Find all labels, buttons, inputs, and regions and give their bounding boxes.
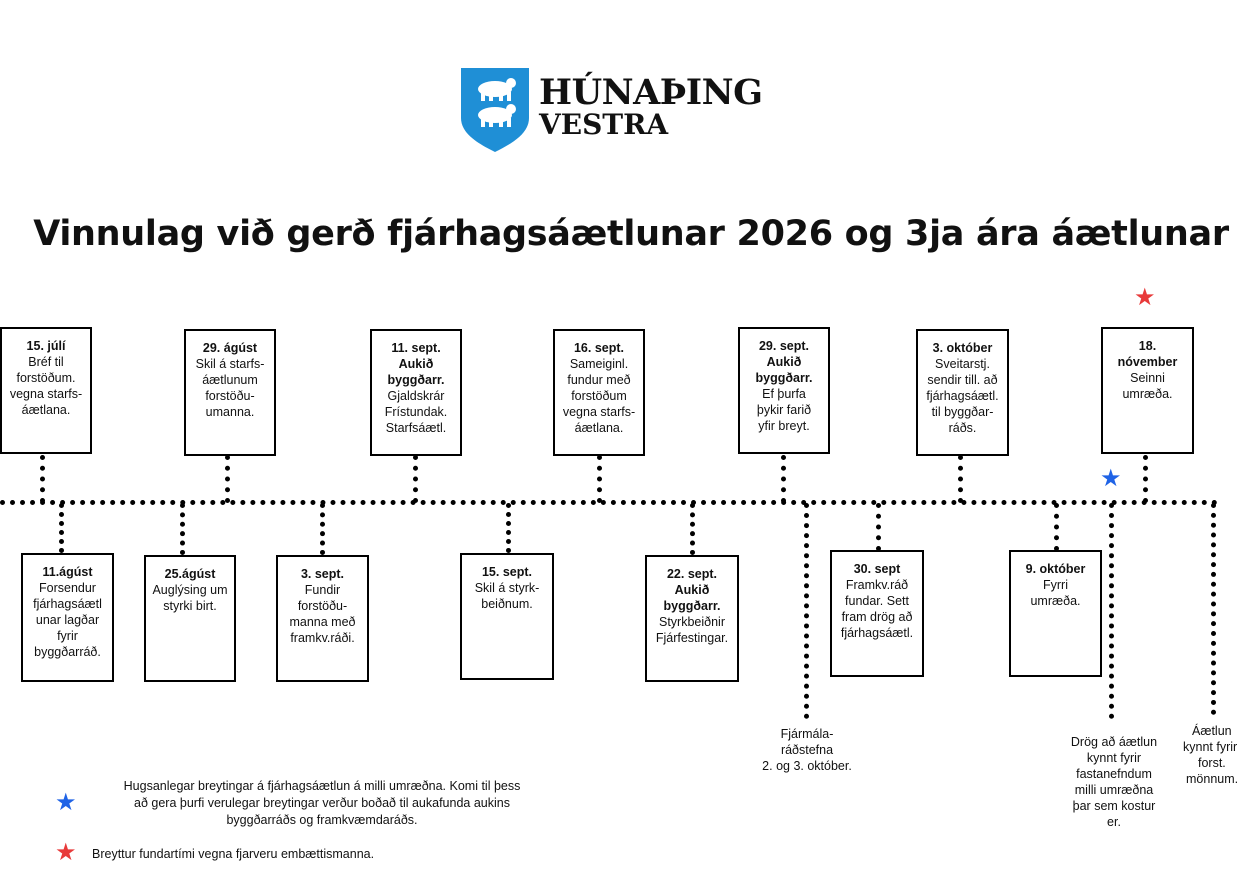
- box-line: Seinni: [1130, 371, 1165, 385]
- box-line: manna með: [289, 615, 356, 629]
- red-star-icon: ★: [55, 839, 77, 866]
- legend-line: að gera þurfi verulegar breytingar verður boðað til aukafunda aukins: [134, 796, 510, 810]
- box-bold: Aukið byggðarr.: [663, 583, 721, 613]
- connector: [1054, 503, 1059, 551]
- box-line: til byggðar-: [931, 405, 994, 419]
- box-line: framkv.ráði.: [290, 631, 355, 645]
- note-line: milli umræðna: [1074, 783, 1154, 797]
- connector: [59, 503, 64, 553]
- box-date: 22. sept.: [666, 567, 718, 581]
- timeline-box-top: [1101, 327, 1194, 454]
- shield-icon: [461, 68, 531, 152]
- box-date: 30. sept: [853, 562, 901, 576]
- connector: [958, 455, 963, 503]
- box-line: yfir breyt.: [758, 419, 810, 433]
- legend-blue: [92, 778, 552, 829]
- box-bold: Aukið byggðarr.: [755, 355, 813, 385]
- box-line: byggðarráð.: [34, 645, 101, 659]
- box-line: þykir farið: [756, 403, 812, 417]
- box-line: áætlana.: [21, 403, 71, 417]
- box-line: sendir till. að: [927, 373, 998, 387]
- box-line: Bréf til: [28, 355, 64, 369]
- connector: [180, 503, 185, 555]
- box-line: unar lagðar: [35, 613, 100, 627]
- legend-line: byggðarráðs og framkvæmdaráðs.: [226, 813, 418, 827]
- timeline-box-bottom: [830, 550, 924, 677]
- box-line: vegna starfs-: [9, 387, 83, 401]
- note-line: 2. og 3. október.: [762, 759, 852, 773]
- box-line: forstöðu-: [205, 389, 255, 403]
- timeline-box-bottom: [21, 553, 114, 682]
- timeline-box-top: [553, 329, 645, 456]
- box-line: umræða.: [1030, 594, 1081, 608]
- timeline-box-bottom: [460, 553, 554, 680]
- box-date: 16. sept.: [573, 341, 625, 355]
- timeline-box-bottom: [1009, 550, 1102, 677]
- box-line: fundur með: [567, 373, 631, 387]
- connector: [225, 455, 230, 503]
- box-line: forstöðum: [571, 389, 627, 403]
- box-line: forstöðu-: [297, 599, 348, 613]
- box-line: Framkv.ráð: [845, 578, 909, 592]
- note-line: Fjármála-: [780, 727, 834, 741]
- box-line: fyrir: [57, 629, 78, 643]
- box-date: 3. október: [932, 341, 993, 355]
- connector: [506, 503, 511, 553]
- connector: [597, 455, 602, 503]
- connector: [781, 455, 786, 503]
- box-line: vegna starfs-: [562, 405, 636, 419]
- box-line: Fundir: [304, 583, 341, 597]
- box-line: áætlana.: [574, 421, 624, 435]
- note-fjarmalaradstefna: [752, 726, 862, 774]
- note-line: Drög að áætlun: [1070, 735, 1158, 749]
- box-line: Skil á starfs-: [195, 357, 265, 371]
- box-line: Styrkbeiðnir: [659, 615, 725, 629]
- box-line: beiðnum.: [481, 597, 533, 611]
- note-aaetlun: [1180, 723, 1246, 787]
- box-line: umræða.: [1122, 387, 1173, 401]
- box-line: fjárhagsáætl.: [926, 389, 999, 403]
- connector: [1211, 503, 1216, 715]
- box-line: forstöðum.: [16, 371, 76, 385]
- box-line: Fyrri: [1043, 578, 1068, 592]
- logo: [461, 68, 761, 152]
- timeline-box-top: [370, 329, 462, 456]
- timeline-box-top: [0, 327, 92, 454]
- note-line: er.: [1107, 815, 1121, 829]
- timeline-box-top: [184, 329, 276, 456]
- timeline-box-top: [916, 329, 1009, 456]
- timeline-box-bottom: [144, 555, 236, 682]
- box-date: 15. júlí: [26, 339, 66, 353]
- box-date: 18. nóvember: [1117, 339, 1178, 369]
- box-date: 29. ágúst: [202, 341, 258, 355]
- note-line: fastanefndum: [1076, 767, 1152, 781]
- box-date: 9. október: [1025, 562, 1086, 576]
- page-title: Vinnulag við gerð fjárhagsáætlunar 2026 og 3ja ára áætlunar: [33, 214, 1229, 254]
- timeline-box-bottom: [276, 555, 369, 682]
- box-line: Auglýsing um: [152, 583, 228, 597]
- box-line: Forsendur: [39, 581, 96, 595]
- box-line: fjárhagsáætl: [33, 597, 102, 611]
- box-line: umanna.: [205, 405, 255, 419]
- connector: [413, 455, 418, 503]
- note-line: kynnt fyrir: [1086, 751, 1142, 765]
- box-line: Fjárfestingar.: [655, 631, 729, 645]
- connector: [320, 503, 325, 555]
- note-line: kynnt fyrir: [1183, 740, 1238, 754]
- box-line: Sameiginl.: [569, 357, 629, 371]
- blue-star-icon: ★: [1100, 465, 1122, 492]
- legend-line: Hugsanlegar breytingar á fjárhagsáætlun á milli umræðna. Komi til þess: [123, 779, 521, 793]
- legend-red: Breyttur fundartími vegna fjarveru embættismanna.: [92, 847, 375, 861]
- box-bold: Aukið byggðarr.: [387, 357, 445, 387]
- box-line: Frístundak.: [384, 405, 448, 419]
- box-date: 15. sept.: [481, 565, 533, 579]
- box-date: 11.ágúst: [42, 565, 93, 579]
- note-line: mönnum.: [1186, 772, 1239, 786]
- logo-text-line1: HÚNAÞING: [539, 72, 763, 113]
- note-line: ráðstefna: [780, 743, 834, 757]
- connector: [876, 503, 881, 551]
- box-line: Ef þurfa: [762, 387, 806, 401]
- box-line: Sveitarstj.: [935, 357, 990, 371]
- box-line: Gjaldskrár: [387, 389, 445, 403]
- red-star-icon: ★: [1134, 284, 1156, 311]
- timeline-box-top: [738, 327, 830, 454]
- box-line: styrki birt.: [163, 599, 217, 613]
- connector: [804, 503, 809, 719]
- box-line: fjárhagsáætl.: [840, 626, 914, 640]
- connector: [40, 455, 45, 503]
- note-line: þar sem kostur: [1072, 799, 1156, 813]
- connector: [690, 503, 695, 555]
- box-date: 11. sept.: [391, 341, 441, 355]
- box-line: fundar. Sett: [845, 594, 909, 608]
- timeline-box-bottom: [645, 555, 739, 682]
- logo-text-line2: VESTRA: [539, 108, 669, 141]
- box-date: 25.ágúst: [164, 567, 216, 581]
- note-line: forst.: [1198, 756, 1226, 770]
- box-line: fram drög að: [841, 610, 913, 624]
- box-date: 3. sept.: [300, 567, 345, 581]
- blue-star-icon: ★: [55, 789, 77, 816]
- box-date: 29. sept.: [758, 339, 810, 353]
- box-line: Starfsáætl.: [385, 421, 447, 435]
- note-drog: [1058, 734, 1170, 830]
- connector: [1143, 455, 1148, 503]
- box-line: áætlunum: [202, 373, 258, 387]
- box-line: Skil á styrk-: [474, 581, 540, 595]
- box-line: ráðs.: [948, 421, 977, 435]
- connector: [1109, 503, 1114, 719]
- note-line: Áætlun: [1192, 724, 1232, 738]
